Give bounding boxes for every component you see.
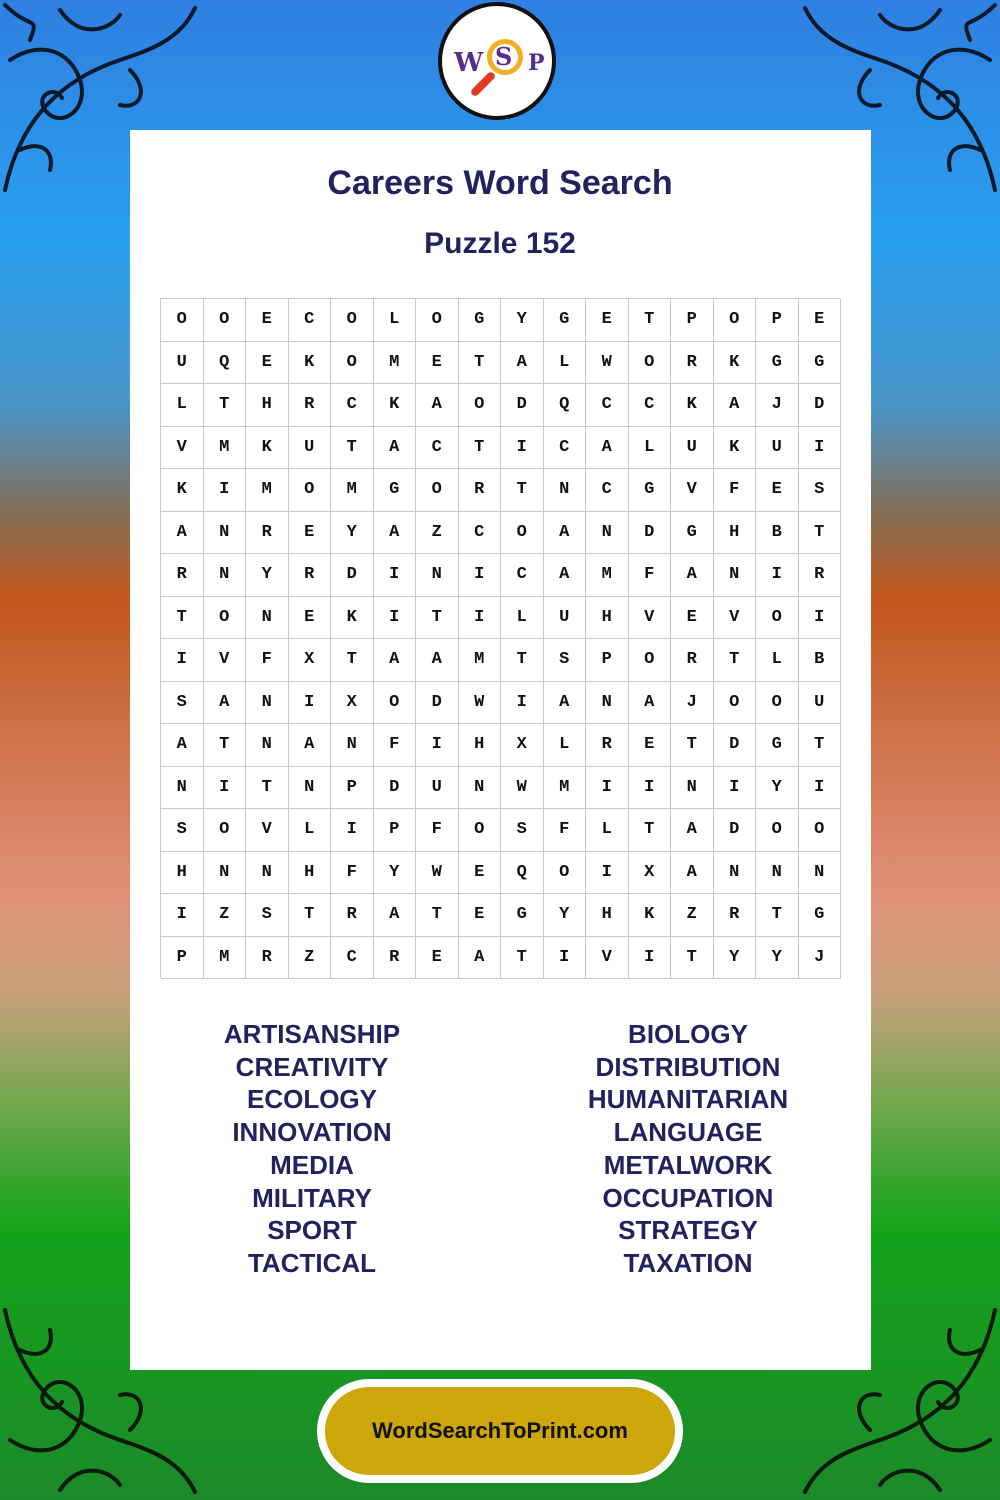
- grid-cell[interactable]: N: [331, 724, 374, 767]
- grid-cell[interactable]: A: [671, 809, 714, 852]
- grid-cell[interactable]: E: [289, 597, 332, 640]
- word-list-item: ARTISANSHIP: [223, 1019, 401, 1049]
- website-link-label: WordSearchToPrint.com: [372, 1418, 628, 1443]
- grid-cell[interactable]: A: [714, 384, 757, 427]
- grid-cell[interactable]: K: [161, 469, 204, 512]
- word-list-item: TACTICAL: [247, 1247, 377, 1278]
- grid-cell[interactable]: C: [331, 937, 374, 980]
- grid-cell[interactable]: E: [246, 299, 289, 342]
- grid-cell[interactable]: A: [501, 342, 544, 385]
- grid-cell[interactable]: S: [161, 809, 204, 852]
- grid-cell[interactable]: T: [501, 639, 544, 682]
- grid-cell[interactable]: B: [756, 512, 799, 555]
- grid-cell[interactable]: H: [586, 597, 629, 640]
- grid-cell[interactable]: K: [629, 894, 672, 937]
- grid-cell[interactable]: E: [756, 469, 799, 512]
- word-list-item: OCCUPATION: [602, 1182, 774, 1213]
- grid-cell[interactable]: D: [714, 724, 757, 767]
- grid-cell[interactable]: I: [714, 767, 757, 810]
- grid-cell[interactable]: F: [331, 852, 374, 895]
- word-list-item: METALWORK: [603, 1149, 773, 1180]
- grid-cell[interactable]: S: [544, 639, 587, 682]
- grid-cell[interactable]: T: [161, 597, 204, 640]
- grid-cell[interactable]: T: [501, 937, 544, 980]
- grid-cell[interactable]: D: [374, 767, 417, 810]
- grid-cell[interactable]: O: [331, 299, 374, 342]
- grid-cell[interactable]: G: [799, 342, 842, 385]
- grid-cell[interactable]: T: [799, 724, 842, 767]
- grid-cell[interactable]: F: [544, 809, 587, 852]
- grid-cell[interactable]: R: [246, 937, 289, 980]
- word-list-item: ECOLOGY: [246, 1084, 377, 1115]
- grid-cell[interactable]: A: [161, 724, 204, 767]
- grid-cell[interactable]: R: [331, 894, 374, 937]
- grid-cell[interactable]: R: [671, 342, 714, 385]
- grid-cell[interactable]: F: [374, 724, 417, 767]
- grid-cell[interactable]: C: [289, 299, 332, 342]
- grid-cell[interactable]: G: [374, 469, 417, 512]
- grid-cell[interactable]: T: [756, 894, 799, 937]
- grid-cell[interactable]: C: [586, 469, 629, 512]
- grid-cell[interactable]: O: [289, 469, 332, 512]
- puzzle-number: Puzzle 152: [424, 227, 576, 260]
- grid-cell[interactable]: L: [586, 809, 629, 852]
- grid-cell[interactable]: E: [246, 342, 289, 385]
- grid-cell[interactable]: A: [204, 682, 247, 725]
- grid-cell[interactable]: D: [629, 512, 672, 555]
- grid-cell[interactable]: E: [799, 299, 842, 342]
- grid-cell[interactable]: Q: [204, 342, 247, 385]
- grid-cell[interactable]: V: [671, 469, 714, 512]
- grid-cell[interactable]: Y: [756, 937, 799, 980]
- grid-cell[interactable]: G: [756, 724, 799, 767]
- grid-cell[interactable]: K: [331, 597, 374, 640]
- grid-cell[interactable]: F: [416, 809, 459, 852]
- grid-cell[interactable]: V: [629, 597, 672, 640]
- grid-cell[interactable]: I: [586, 767, 629, 810]
- grid-cell[interactable]: E: [416, 342, 459, 385]
- word-list-item: MILITARY: [252, 1182, 372, 1213]
- grid-cell[interactable]: J: [799, 937, 842, 980]
- grid-cell[interactable]: C: [544, 427, 587, 470]
- grid-cell[interactable]: O: [629, 342, 672, 385]
- grid-cell[interactable]: U: [671, 427, 714, 470]
- grid-cell[interactable]: R: [374, 937, 417, 980]
- grid-cell[interactable]: Q: [501, 852, 544, 895]
- grid-cell[interactable]: Y: [544, 894, 587, 937]
- grid-cell[interactable]: A: [416, 384, 459, 427]
- grid-cell[interactable]: O: [756, 809, 799, 852]
- grid-cell[interactable]: O: [756, 597, 799, 640]
- grid-cell[interactable]: I: [799, 767, 842, 810]
- grid-cell[interactable]: N: [459, 767, 502, 810]
- grid-cell[interactable]: I: [459, 554, 502, 597]
- grid-cell[interactable]: A: [544, 554, 587, 597]
- grid-cell[interactable]: V: [586, 937, 629, 980]
- grid-cell[interactable]: T: [501, 469, 544, 512]
- grid-cell[interactable]: L: [289, 809, 332, 852]
- grid-cell[interactable]: E: [629, 724, 672, 767]
- grid-cell[interactable]: H: [714, 512, 757, 555]
- grid-cell[interactable]: T: [331, 639, 374, 682]
- grid-cell[interactable]: A: [161, 512, 204, 555]
- grid-cell[interactable]: F: [246, 639, 289, 682]
- grid-cell[interactable]: E: [459, 894, 502, 937]
- grid-cell[interactable]: U: [799, 682, 842, 725]
- grid-cell[interactable]: J: [671, 682, 714, 725]
- grid-cell[interactable]: G: [501, 894, 544, 937]
- grid-cell[interactable]: I: [629, 767, 672, 810]
- grid-cell[interactable]: O: [416, 469, 459, 512]
- grid-cell[interactable]: A: [544, 682, 587, 725]
- grid-cell[interactable]: T: [204, 724, 247, 767]
- grid-cell[interactable]: E: [586, 299, 629, 342]
- word-list-item: LANGUAGE: [613, 1117, 763, 1148]
- grid-cell[interactable]: G: [671, 512, 714, 555]
- letter-grid: [160, 298, 840, 978]
- grid-cell[interactable]: Y: [246, 554, 289, 597]
- grid-cell[interactable]: I: [204, 469, 247, 512]
- grid-cell[interactable]: W: [501, 767, 544, 810]
- grid-cell[interactable]: A: [671, 554, 714, 597]
- grid-cell[interactable]: M: [331, 469, 374, 512]
- word-list-item: SPORT: [267, 1215, 357, 1246]
- grid-cell[interactable]: N: [161, 767, 204, 810]
- grid-cell[interactable]: N: [586, 682, 629, 725]
- grid-cell[interactable]: T: [714, 639, 757, 682]
- grid-cell[interactable]: Z: [289, 937, 332, 980]
- grid-cell[interactable]: N: [204, 512, 247, 555]
- grid-cell[interactable]: I: [629, 937, 672, 980]
- grid-cell[interactable]: M: [374, 342, 417, 385]
- grid-cell[interactable]: H: [289, 852, 332, 895]
- grid-cell[interactable]: V: [161, 427, 204, 470]
- grid-cell[interactable]: K: [374, 384, 417, 427]
- grid-cell[interactable]: I: [799, 597, 842, 640]
- grid-cell[interactable]: N: [246, 597, 289, 640]
- grid-cell[interactable]: Y: [714, 937, 757, 980]
- grid-cell[interactable]: G: [799, 894, 842, 937]
- grid-cell[interactable]: N: [586, 512, 629, 555]
- grid-cell[interactable]: N: [799, 852, 842, 895]
- word-list-item: STRATEGY: [618, 1215, 758, 1246]
- grid-cell[interactable]: S: [501, 809, 544, 852]
- grid-cell[interactable]: O: [714, 299, 757, 342]
- grid-cell[interactable]: L: [544, 724, 587, 767]
- grid-cell[interactable]: O: [204, 597, 247, 640]
- grid-cell[interactable]: O: [799, 809, 842, 852]
- grid-cell[interactable]: X: [629, 852, 672, 895]
- grid-cell[interactable]: O: [161, 299, 204, 342]
- grid-cell[interactable]: T: [629, 809, 672, 852]
- grid-cell[interactable]: L: [161, 384, 204, 427]
- grid-cell[interactable]: M: [586, 554, 629, 597]
- word-list-left: [152, 1018, 472, 1280]
- grid-cell[interactable]: K: [289, 342, 332, 385]
- grid-cell[interactable]: N: [714, 852, 757, 895]
- page-title: Careers Word Search: [327, 164, 673, 202]
- grid-cell[interactable]: V: [246, 809, 289, 852]
- grid-cell[interactable]: U: [544, 597, 587, 640]
- grid-cell[interactable]: T: [416, 894, 459, 937]
- grid-cell[interactable]: Z: [416, 512, 459, 555]
- grid-cell[interactable]: R: [289, 554, 332, 597]
- grid-cell[interactable]: T: [246, 767, 289, 810]
- grid-cell[interactable]: T: [416, 597, 459, 640]
- grid-cell[interactable]: N: [246, 852, 289, 895]
- grid-cell[interactable]: K: [714, 342, 757, 385]
- grid-cell[interactable]: H: [459, 724, 502, 767]
- word-list-item: DISTRIBUTION: [595, 1051, 781, 1082]
- grid-cell[interactable]: R: [246, 512, 289, 555]
- grid-cell[interactable]: V: [204, 639, 247, 682]
- grid-cell[interactable]: T: [459, 342, 502, 385]
- grid-cell[interactable]: I: [289, 682, 332, 725]
- grid-cell[interactable]: O: [331, 342, 374, 385]
- logo-letter-p: P: [528, 50, 545, 76]
- grid-cell[interactable]: T: [204, 384, 247, 427]
- grid-cell[interactable]: T: [459, 427, 502, 470]
- grid-cell[interactable]: P: [756, 299, 799, 342]
- grid-cell[interactable]: N: [671, 767, 714, 810]
- grid-cell[interactable]: M: [204, 937, 247, 980]
- grid-cell[interactable]: N: [246, 724, 289, 767]
- grid-cell[interactable]: E: [289, 512, 332, 555]
- grid-cell[interactable]: M: [204, 427, 247, 470]
- grid-cell[interactable]: U: [416, 767, 459, 810]
- grid-cell[interactable]: C: [331, 384, 374, 427]
- grid-cell[interactable]: O: [629, 639, 672, 682]
- grid-cell[interactable]: D: [331, 554, 374, 597]
- website-link-button[interactable]: [325, 1387, 675, 1475]
- grid-cell[interactable]: D: [416, 682, 459, 725]
- grid-cell[interactable]: L: [756, 639, 799, 682]
- grid-cell[interactable]: O: [459, 809, 502, 852]
- grid-cell[interactable]: H: [161, 852, 204, 895]
- grid-cell[interactable]: A: [374, 512, 417, 555]
- word-list-item: BIOLOGY: [628, 1019, 748, 1049]
- grid-cell[interactable]: A: [374, 894, 417, 937]
- grid-cell[interactable]: B: [799, 639, 842, 682]
- grid-cell[interactable]: C: [629, 384, 672, 427]
- grid-cell[interactable]: N: [204, 554, 247, 597]
- grid-cell[interactable]: T: [671, 724, 714, 767]
- grid-cell[interactable]: P: [161, 937, 204, 980]
- grid-cell[interactable]: L: [629, 427, 672, 470]
- grid-cell[interactable]: W: [586, 342, 629, 385]
- grid-cell[interactable]: K: [671, 384, 714, 427]
- grid-cell[interactable]: A: [459, 937, 502, 980]
- grid-cell[interactable]: D: [799, 384, 842, 427]
- grid-cell[interactable]: S: [799, 469, 842, 512]
- grid-cell[interactable]: D: [714, 809, 757, 852]
- grid-cell[interactable]: I: [374, 554, 417, 597]
- grid-cell[interactable]: X: [331, 682, 374, 725]
- grid-cell[interactable]: A: [374, 639, 417, 682]
- grid-cell[interactable]: I: [161, 894, 204, 937]
- grid-cell[interactable]: R: [799, 554, 842, 597]
- grid-cell[interactable]: Z: [671, 894, 714, 937]
- grid-cell[interactable]: R: [161, 554, 204, 597]
- grid-cell[interactable]: A: [416, 639, 459, 682]
- grid-cell[interactable]: A: [544, 512, 587, 555]
- grid-cell[interactable]: A: [289, 724, 332, 767]
- grid-cell[interactable]: M: [246, 469, 289, 512]
- logo-letter-s: S: [495, 42, 513, 71]
- grid-cell[interactable]: Y: [756, 767, 799, 810]
- grid-cell[interactable]: W: [459, 682, 502, 725]
- grid-cell[interactable]: T: [671, 937, 714, 980]
- grid-cell[interactable]: P: [331, 767, 374, 810]
- grid-cell[interactable]: O: [204, 299, 247, 342]
- grid-cell[interactable]: T: [289, 894, 332, 937]
- grid-cell[interactable]: G: [544, 299, 587, 342]
- grid-cell[interactable]: M: [459, 639, 502, 682]
- word-list-item: HUMANITARIAN: [587, 1084, 789, 1115]
- grid-cell[interactable]: A: [374, 427, 417, 470]
- grid-cell[interactable]: U: [289, 427, 332, 470]
- grid-cell[interactable]: H: [246, 384, 289, 427]
- grid-cell[interactable]: R: [714, 894, 757, 937]
- grid-cell[interactable]: I: [459, 597, 502, 640]
- word-list-item: CREATIVITY: [235, 1051, 389, 1082]
- grid-cell[interactable]: O: [714, 682, 757, 725]
- grid-cell[interactable]: C: [416, 427, 459, 470]
- grid-cell[interactable]: O: [204, 809, 247, 852]
- grid-cell[interactable]: N: [544, 469, 587, 512]
- grid-cell[interactable]: V: [714, 597, 757, 640]
- grid-cell[interactable]: I: [501, 682, 544, 725]
- site-logo: [438, 2, 556, 120]
- grid-cell[interactable]: W: [416, 852, 459, 895]
- grid-cell[interactable]: D: [501, 384, 544, 427]
- grid-cell[interactable]: I: [331, 809, 374, 852]
- grid-cell[interactable]: I: [161, 639, 204, 682]
- grid-cell[interactable]: E: [671, 597, 714, 640]
- grid-cell[interactable]: E: [416, 937, 459, 980]
- grid-cell[interactable]: L: [374, 299, 417, 342]
- grid-cell[interactable]: O: [416, 299, 459, 342]
- grid-cell[interactable]: A: [629, 682, 672, 725]
- grid-cell[interactable]: O: [544, 852, 587, 895]
- grid-cell[interactable]: N: [204, 852, 247, 895]
- grid-cell[interactable]: U: [756, 427, 799, 470]
- grid-cell[interactable]: Y: [374, 852, 417, 895]
- word-list-item: INNOVATION: [232, 1117, 392, 1148]
- grid-cell[interactable]: Q: [544, 384, 587, 427]
- grid-cell[interactable]: M: [544, 767, 587, 810]
- grid-cell[interactable]: C: [586, 384, 629, 427]
- grid-cell[interactable]: F: [714, 469, 757, 512]
- grid-cell[interactable]: A: [671, 852, 714, 895]
- grid-cell[interactable]: A: [586, 427, 629, 470]
- word-list-item: TAXATION: [623, 1247, 753, 1278]
- grid-cell[interactable]: T: [799, 512, 842, 555]
- grid-cell[interactable]: T: [331, 427, 374, 470]
- grid-cell[interactable]: S: [161, 682, 204, 725]
- grid-cell[interactable]: H: [586, 894, 629, 937]
- grid-cell[interactable]: J: [756, 384, 799, 427]
- grid-cell[interactable]: L: [544, 342, 587, 385]
- grid-cell[interactable]: I: [756, 554, 799, 597]
- grid-cell[interactable]: F: [629, 554, 672, 597]
- grid-cell[interactable]: T: [629, 299, 672, 342]
- grid-cell[interactable]: C: [501, 554, 544, 597]
- grid-cell[interactable]: P: [586, 639, 629, 682]
- grid-cell[interactable]: X: [289, 639, 332, 682]
- grid-cell[interactable]: I: [586, 852, 629, 895]
- grid-cell[interactable]: R: [586, 724, 629, 767]
- grid-cell[interactable]: P: [374, 809, 417, 852]
- grid-cell[interactable]: O: [459, 384, 502, 427]
- grid-cell[interactable]: N: [246, 682, 289, 725]
- grid-cell[interactable]: K: [714, 427, 757, 470]
- grid-cell[interactable]: N: [416, 554, 459, 597]
- grid-cell[interactable]: L: [501, 597, 544, 640]
- grid-cell[interactable]: I: [374, 597, 417, 640]
- grid-cell[interactable]: O: [374, 682, 417, 725]
- grid-cell[interactable]: P: [671, 299, 714, 342]
- grid-cell[interactable]: R: [459, 469, 502, 512]
- grid-cell[interactable]: G: [459, 299, 502, 342]
- grid-cell[interactable]: K: [246, 427, 289, 470]
- grid-cell[interactable]: Y: [501, 299, 544, 342]
- grid-cell[interactable]: I: [544, 937, 587, 980]
- grid-cell[interactable]: N: [756, 852, 799, 895]
- grid-cell[interactable]: I: [416, 724, 459, 767]
- grid-cell[interactable]: S: [246, 894, 289, 937]
- grid-cell[interactable]: I: [204, 767, 247, 810]
- grid-cell[interactable]: O: [756, 682, 799, 725]
- grid-cell[interactable]: C: [459, 512, 502, 555]
- word-list-right: [528, 1018, 848, 1280]
- grid-cell[interactable]: I: [799, 427, 842, 470]
- word-list-item: MEDIA: [270, 1149, 354, 1180]
- grid-cell[interactable]: G: [756, 342, 799, 385]
- grid-cell[interactable]: O: [501, 512, 544, 555]
- grid-cell[interactable]: Z: [204, 894, 247, 937]
- logo-letter-w: W: [454, 48, 484, 78]
- grid-cell[interactable]: E: [459, 852, 502, 895]
- grid-cell[interactable]: N: [289, 767, 332, 810]
- grid-cell[interactable]: N: [714, 554, 757, 597]
- grid-cell[interactable]: I: [501, 427, 544, 470]
- grid-cell[interactable]: Y: [331, 512, 374, 555]
- grid-cell[interactable]: R: [289, 384, 332, 427]
- grid-cell[interactable]: X: [501, 724, 544, 767]
- grid-cell[interactable]: R: [671, 639, 714, 682]
- grid-cell[interactable]: G: [629, 469, 672, 512]
- grid-cell[interactable]: U: [161, 342, 204, 385]
